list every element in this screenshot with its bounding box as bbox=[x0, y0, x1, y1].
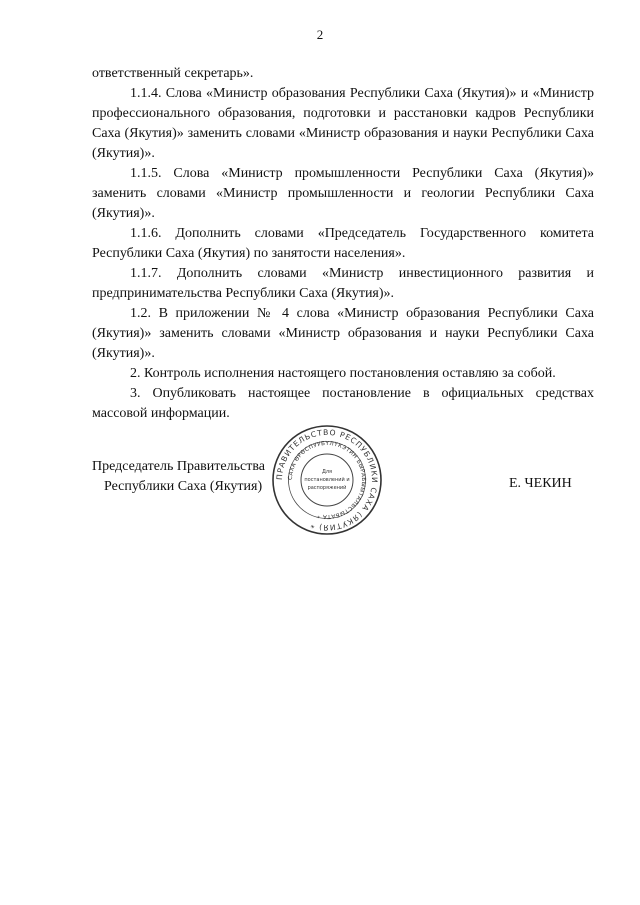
paragraph-1-1-7: 1.1.7. Дополнить словами «Министр инвестиционного развития и предпринимательства Республики Саха (Якутия)». bbox=[92, 266, 594, 301]
seal-center-line2: постановлений и bbox=[304, 477, 350, 483]
seal-inner-text: САХА ӨРӨСПУУБҮЛҮКЭТИН БЫРАБЫЫТАЛЬСТЫБАТА * bbox=[287, 440, 367, 520]
paragraph-1-2: 1.2. В приложении № 4 слова «Министр образования Республики Саха (Якутия)» заменить словами «Министр образования и науки Республики Саха (Якутия)». bbox=[92, 306, 594, 361]
seal-outer-text: ПРАВИТЕЛЬСТВО РЕСПУБЛИКИ САХА (ЯКУТИЯ) * bbox=[274, 427, 380, 533]
paragraph-1-1-4: 1.1.4. Слова «Министр образования Республики Саха (Якутия)» и «Министр профессионального образования, подготовки и расстановки кадров Республики Саха (Якутия)» заменить словами «Министр образования и науки Республики Саха (Якутия)». bbox=[92, 86, 594, 161]
page-number: 2 bbox=[316, 27, 324, 42]
paragraph-1-1-6: 1.1.6. Дополнить словами «Председатель Государственного комитета Республики Саха (Якутия) по занятости населения». bbox=[92, 226, 594, 261]
signature-title bbox=[92, 457, 265, 497]
document-body bbox=[92, 64, 594, 424]
paragraph-3: 3. Опубликовать настоящее постановление в официальных средствах массовой информации. bbox=[92, 386, 594, 421]
official-seal bbox=[271, 424, 383, 536]
paragraph-continuation: ответственный секретарь». bbox=[92, 66, 254, 81]
paragraph-2: 2. Контроль исполнения настоящего постановления оставляю за собой. bbox=[130, 366, 556, 381]
paragraph-1-1-5: 1.1.5. Слова «Министр промышленности Республики Саха (Якутия)» заменить словами «Министр промышленности и геологии Республики Саха (Якутия)». bbox=[92, 166, 594, 221]
seal-center-line3: распоряжений bbox=[307, 485, 347, 491]
signature-title-line1: Председатель Правительства bbox=[92, 459, 265, 474]
signer-name: Е. ЧЕКИН bbox=[509, 476, 572, 491]
seal-center-line1: Для bbox=[321, 469, 333, 475]
signature-title-line2: Республики Саха (Якутия) bbox=[104, 479, 263, 494]
